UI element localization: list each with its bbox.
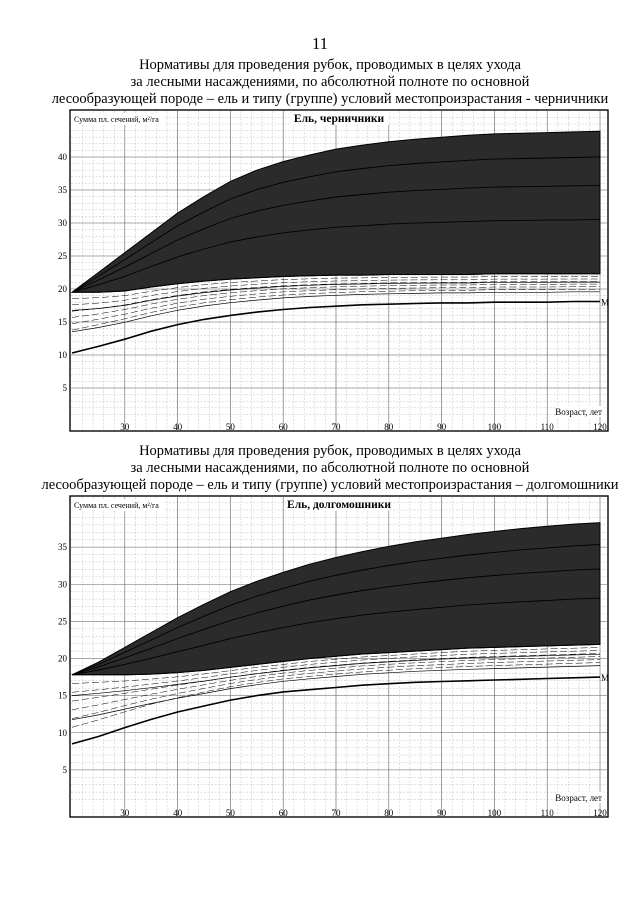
y-axis-label: Сумма пл. сечений, м²/га	[74, 501, 159, 510]
x-axis-label: Возраст, лет	[555, 793, 602, 803]
chart-2-heading	[40, 443, 620, 494]
y-tick-label: 40	[58, 152, 67, 162]
y-tick-label: 5	[62, 764, 67, 775]
y-tick-label: 20	[58, 653, 67, 664]
x-tick-label: 40	[173, 422, 183, 432]
heading-line: за лесными насаждениями, по абсолютной полноте по основной	[130, 74, 530, 90]
series-label-m: М	[601, 673, 610, 684]
y-tick-label: 35	[58, 542, 67, 553]
x-tick-label: 50	[225, 422, 235, 432]
x-tick-label: 30	[120, 422, 130, 432]
chart-chernichniki	[0, 103, 640, 438]
chart-title: Ель, долгомошники	[287, 499, 391, 511]
x-tick-label: 40	[173, 808, 183, 818]
heading-line: лесообразующей породе – ель и типу (группе) условий местопроизрастания - черничники	[51, 91, 609, 107]
series-label-m: М	[601, 297, 610, 308]
y-tick-label: 25	[58, 251, 67, 261]
x-tick-label: 110	[540, 808, 554, 818]
x-tick-label: 110	[540, 422, 554, 432]
x-tick-label: 80	[384, 422, 394, 432]
x-tick-label: 80	[384, 808, 394, 818]
y-tick-label: 10	[58, 350, 67, 360]
y-tick-label: 30	[58, 218, 67, 228]
heading-line: Нормативы для проведения рубок, проводимых в целях ухода	[139, 443, 521, 459]
chart-title: Ель, черничники	[293, 113, 385, 125]
y-tick-label: 15	[58, 317, 67, 327]
y-tick-label: 10	[58, 727, 67, 738]
x-tick-label: 30	[120, 808, 130, 818]
chart-1-heading	[40, 57, 620, 108]
x-tick-label: 50	[225, 808, 235, 818]
y-tick-label: 30	[58, 579, 67, 590]
x-tick-label: 90	[437, 422, 447, 432]
x-tick-label: 100	[487, 808, 502, 818]
x-axis-label: Возраст, лет	[555, 407, 602, 417]
y-tick-label: 25	[58, 616, 67, 627]
y-tick-label: 35	[58, 185, 67, 195]
heading-line: лесообразующей породе – ель и типу (группе) условий местопроизрастания – долгомошники	[41, 477, 619, 493]
x-tick-label: 60	[278, 422, 288, 432]
page-number: 11	[311, 34, 329, 53]
x-tick-label: 60	[278, 808, 288, 818]
y-tick-label: 15	[58, 690, 67, 701]
heading-line: Нормативы для проведения рубок, проводимых в целях ухода	[139, 57, 521, 73]
x-tick-label: 90	[437, 808, 447, 818]
x-tick-label: 70	[331, 422, 341, 432]
y-axis-label: Сумма пл. сечений, м²/га	[74, 115, 159, 124]
heading-line: за лесными насаждениями, по абсолютной полноте по основной	[130, 460, 530, 476]
x-tick-label: 70	[331, 808, 341, 818]
x-tick-label: 120	[593, 422, 607, 432]
x-tick-label: 120	[593, 808, 607, 818]
y-tick-label: 5	[62, 383, 67, 393]
y-tick-label: 20	[58, 284, 67, 294]
chart-dolgomoshniki	[0, 489, 640, 824]
x-tick-label: 100	[487, 422, 502, 432]
